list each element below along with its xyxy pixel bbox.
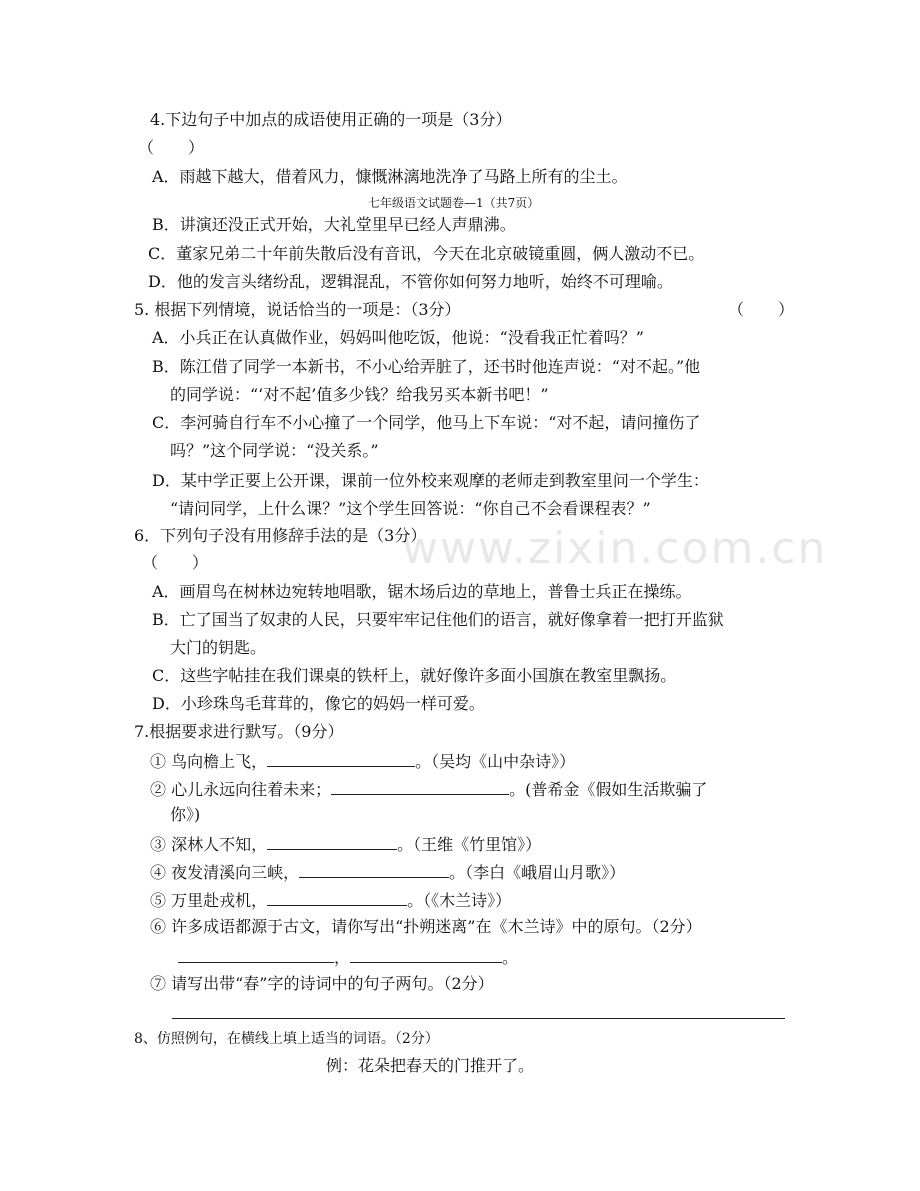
q4-stem: 4.下边句子中加点的成语使用正确的一项是（3分）: [150, 110, 512, 129]
item-number: ⑥: [150, 917, 167, 936]
blank-end: 。: [502, 948, 519, 967]
answer-blank[interactable]: [267, 750, 415, 767]
answer-blank[interactable]: [331, 778, 509, 795]
page-footer: 七年级语文试题卷—1（共7页）: [368, 196, 540, 210]
q6-answer-paren: [142, 553, 208, 573]
item-number: ②: [150, 780, 167, 799]
item-prompt: 请写出带“春”字的诗词中的句子两句。（2分）: [171, 974, 494, 993]
q8-stem: 8、仿照例句，在横线上填上适当的词语。（2分）: [134, 1031, 439, 1047]
q5-option-c-line2: 吗？”这个同学说：“没关系。”: [170, 441, 379, 460]
q4-option-b: B．讲演还没正式开始，大礼堂里早已经人声鼎沸。: [152, 215, 516, 234]
q4-option-a: A．雨越下越大，借着风力，慷慨淋漓地洗净了马路上所有的尘土。: [152, 167, 628, 186]
q7-item-3: [150, 833, 541, 855]
paren-open: （: [728, 300, 745, 319]
q6-stem: 6．下列句子没有用修辞手法的是（3分）: [134, 526, 427, 545]
answer-blank[interactable]: [267, 833, 397, 850]
paren-close: ）: [778, 300, 795, 319]
q7-item-2: [150, 778, 707, 800]
item-number: ①: [150, 752, 167, 771]
q7-item-6-blanks: [178, 946, 518, 968]
q6-option-a: A．画眉鸟在树林边宛转地唱歌，锯木场后边的草地上，普鲁士兵正在操练。: [152, 582, 692, 601]
q5-option-d-line2: “请问同学，上什么课？”这个学生回答说：“你自己不会看课程表？”: [170, 499, 651, 518]
item-source: 。（吴均《山中杂诗》）: [415, 752, 576, 771]
q5-option-b-line2: 的同学说：“‘对不起’值多少钱？给我另买本新书吧！”: [170, 385, 549, 404]
answer-blank[interactable]: [350, 946, 502, 963]
q5-option-b-line1: B．陈江借了同学一本新书，不小心给弄脏了，还书时他连声说：“对不起。”他: [152, 357, 701, 376]
item-prompt: 心儿永远向往着未来；: [171, 780, 332, 799]
q8-example: 例：花朵把春天的门推开了。: [326, 1056, 535, 1075]
item-prompt: 万里赴戎机，: [171, 891, 268, 910]
q5-option-c-line1: C．李河骑自行车不小心撞了一个同学，他马上下车说：“对不起，请问撞伤了: [152, 413, 701, 432]
q4-option-c: C．董家兄弟二十年前失散后没有音讯，今天在北京破镜重圆，俩人激动不已。: [148, 244, 705, 263]
item-prompt: 深林人不知，: [171, 835, 268, 854]
paren-open: （: [138, 138, 155, 157]
q7-item-2-cont: 你》): [170, 805, 201, 824]
item-number: ④: [150, 863, 167, 882]
q7-item-4: [150, 861, 625, 883]
q6-option-c: C．这些字帖挂在我们课桌的铁杆上，就好像许多面小国旗在教室里飘扬。: [152, 666, 677, 685]
paren-close: ）: [188, 138, 205, 157]
q7-item-5: [150, 889, 511, 911]
item-prompt: 夜发清溪向三峡，: [171, 863, 300, 882]
q5-answer-paren: [728, 300, 794, 320]
q6-option-d: D．小珍珠鸟毛茸茸的，像它的妈妈一样可爱。: [152, 694, 485, 713]
answer-blank[interactable]: [267, 889, 407, 906]
q7-item-7: [150, 974, 494, 994]
q5-stem: 5. 根据下列情境，说话恰当的一项是：（3分）: [134, 300, 461, 319]
q6-option-b-line2: 大门的钥匙。: [170, 638, 267, 657]
q7-item-6: [150, 917, 702, 937]
item-source: 。（李白《峨眉山月歌》）: [449, 863, 626, 882]
item-source: 。（《木兰诗》）: [407, 891, 512, 910]
paren-close: ）: [192, 553, 209, 572]
q4-option-d: D．他的发言头绪纷乱，逻辑混乱，不管你如何努力地听，始终不可理喻。: [148, 272, 673, 291]
item-number: ⑦: [150, 974, 167, 993]
item-number: ③: [150, 835, 167, 854]
q4-answer-paren: [138, 138, 204, 158]
answer-blank[interactable]: [299, 861, 449, 878]
answer-rule-line[interactable]: [172, 1018, 785, 1019]
q7-stem: 7.根据要求进行默写。（9分）: [134, 722, 344, 741]
item-source: 。(普希金《假如生活欺骗了: [509, 780, 708, 799]
item-prompt: 鸟向檐上飞，: [171, 752, 268, 771]
item-prompt: 许多成语都源于古文，请你写出“扑朔迷离”在《木兰诗》中的原句。（2分）: [171, 917, 702, 936]
q5-option-d-line1: D．某中学正要上公开课，课前一位外校来观摩的老师走到教室里问一个学生：: [152, 471, 709, 490]
blank-separator: ，: [334, 948, 351, 967]
watermark: www.zixin.com.cn: [402, 523, 828, 574]
q5-option-a: A．小兵正在认真做作业，妈妈叫他吃饭，他说：“没看我正忙着吗？”: [152, 328, 644, 347]
q6-option-b-line1: B．亡了国当了奴隶的人民，只要牢牢记住他们的语言，就好像拿着一把打开监狱: [152, 610, 724, 629]
answer-blank[interactable]: [178, 946, 334, 963]
item-source: 。（王维《竹里馆》）: [397, 835, 542, 854]
paren-open: （: [142, 553, 159, 572]
item-number: ⑤: [150, 891, 167, 910]
q7-item-1: [150, 750, 575, 772]
